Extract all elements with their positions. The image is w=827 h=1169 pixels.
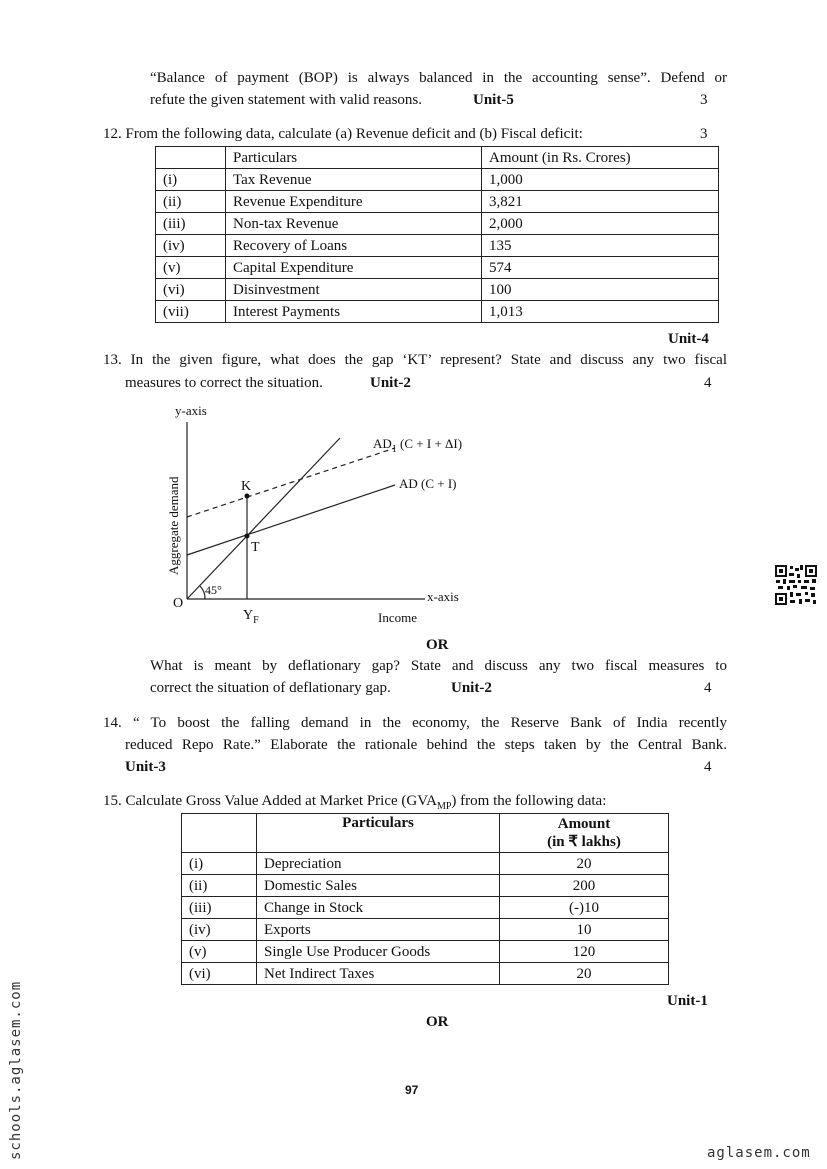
table-row bbox=[156, 169, 719, 191]
table-cell: 2,000 bbox=[482, 213, 719, 235]
q12-unit: Unit-4 bbox=[668, 331, 709, 347]
q11-line-1: “Balance of payment (BOP) is always balanced in the accounting sense”. Defend or bbox=[150, 70, 727, 86]
table-cell: Single Use Producer Goods bbox=[257, 941, 500, 963]
table-header-cell: Amount (in Rs. Crores) bbox=[482, 147, 719, 169]
point-t-label: T bbox=[251, 540, 260, 555]
table-cell: (iv) bbox=[182, 919, 257, 941]
table-header-cell: Particulars bbox=[257, 814, 500, 853]
table-cell: Depreciation bbox=[257, 853, 500, 875]
table-row bbox=[182, 963, 669, 985]
table-cell: 120 bbox=[500, 941, 669, 963]
table-cell: Exports bbox=[257, 919, 500, 941]
q11-line-2: refute the given statement with valid reasons. bbox=[150, 92, 422, 108]
ad1-label: $AD_1$ (C + I + ΔI) bbox=[373, 436, 463, 455]
table-cell: Revenue Expenditure bbox=[226, 191, 482, 213]
table-cell: (ii) bbox=[156, 191, 226, 213]
table-cell: Interest Payments bbox=[226, 301, 482, 323]
page-number: 97 bbox=[405, 1083, 419, 1097]
table-header-row bbox=[156, 147, 719, 169]
table-row bbox=[156, 235, 719, 257]
table-cell: Domestic Sales bbox=[257, 875, 500, 897]
table-header-cell bbox=[156, 147, 226, 169]
table-cell: Recovery of Loans bbox=[226, 235, 482, 257]
table-cell: (vii) bbox=[156, 301, 226, 323]
table-row bbox=[182, 941, 669, 963]
yf-label: $Y_F$ bbox=[243, 608, 259, 626]
q11-unit: Unit-5 bbox=[473, 92, 514, 108]
q15-or-label: OR bbox=[426, 1014, 449, 1030]
q15-table bbox=[181, 813, 669, 985]
table-row bbox=[156, 279, 719, 301]
table-cell: 1,000 bbox=[482, 169, 719, 191]
table-cell: (i) bbox=[156, 169, 226, 191]
side-watermark: schools.aglasem.com bbox=[8, 980, 24, 1160]
q13-alt-marks: 4 bbox=[704, 680, 712, 696]
ad-line bbox=[187, 485, 395, 555]
point-k-dot bbox=[245, 494, 250, 499]
q14-line-1: 14. “ To boost the falling demand in the economy, the Reserve Bank of India recently bbox=[103, 715, 727, 731]
table-cell: 135 bbox=[482, 235, 719, 257]
table-header-cell: Particulars bbox=[226, 147, 482, 169]
x-axis-label: x-axis bbox=[427, 589, 459, 604]
table-row bbox=[156, 257, 719, 279]
table-cell: Net Indirect Taxes bbox=[257, 963, 500, 985]
table-cell: Change in Stock bbox=[257, 897, 500, 919]
table-header-row bbox=[182, 814, 669, 853]
table-row bbox=[182, 853, 669, 875]
table-cell: 20 bbox=[500, 963, 669, 985]
q12-table bbox=[155, 146, 719, 323]
q13-alt-line-1: What is meant by deflationary gap? State and discuss any two fiscal measures to bbox=[150, 658, 727, 674]
table-cell: (iii) bbox=[182, 897, 257, 919]
q14-unit: Unit-3 bbox=[125, 759, 166, 775]
table-row bbox=[156, 213, 719, 235]
table-cell: (iv) bbox=[156, 235, 226, 257]
point-k-label: K bbox=[241, 479, 252, 494]
q13-alt-line-2: correct the situation of deflationary gap. bbox=[150, 680, 391, 696]
table-cell: 10 bbox=[500, 919, 669, 941]
angle-label: 45° bbox=[205, 583, 222, 597]
table-cell: (iii) bbox=[156, 213, 226, 235]
table-row bbox=[156, 301, 719, 323]
ad1-dashed-line bbox=[187, 448, 395, 517]
q13-line-2: measures to correct the situation. bbox=[125, 375, 323, 391]
q14-marks: 4 bbox=[704, 759, 712, 775]
or-label: OR bbox=[426, 637, 449, 653]
q13-marks: 4 bbox=[704, 375, 712, 391]
point-t-dot bbox=[245, 534, 250, 539]
table-row bbox=[182, 919, 669, 941]
table-cell: (-)10 bbox=[500, 897, 669, 919]
table-row bbox=[182, 897, 669, 919]
aggregate-demand-figure bbox=[150, 400, 530, 630]
table-cell: (i) bbox=[182, 853, 257, 875]
table-cell: Tax Revenue bbox=[226, 169, 482, 191]
q15-question: 15. Calculate Gross Value Added at Market Price $(GVA_{MP})$ from the following data: bbox=[103, 793, 607, 812]
table-cell: 574 bbox=[482, 257, 719, 279]
table-cell: Capital Expenditure bbox=[226, 257, 482, 279]
q12-question: 12. From the following data, calculate (a) Revenue deficit and (b) Fiscal deficit: bbox=[103, 126, 583, 142]
aggregate-demand-label: Aggregate demand bbox=[166, 476, 181, 575]
table-cell: 20 bbox=[500, 853, 669, 875]
table-cell: (v) bbox=[182, 941, 257, 963]
table-cell: 200 bbox=[500, 875, 669, 897]
table-cell: 100 bbox=[482, 279, 719, 301]
q13-unit: Unit-2 bbox=[370, 375, 411, 391]
table-cell: (v) bbox=[156, 257, 226, 279]
table-header-cell bbox=[182, 814, 257, 853]
bottom-watermark: aglasem.com bbox=[707, 1145, 811, 1161]
table-cell: (ii) bbox=[182, 875, 257, 897]
origin-label: O bbox=[173, 596, 184, 611]
q11-marks: 3 bbox=[700, 92, 708, 108]
table-cell: 3,821 bbox=[482, 191, 719, 213]
table-row bbox=[182, 875, 669, 897]
table-row bbox=[156, 191, 719, 213]
q15-unit: Unit-1 bbox=[667, 993, 708, 1009]
table-cell: (vi) bbox=[156, 279, 226, 301]
45-degree-line bbox=[187, 438, 340, 599]
q12-marks: 3 bbox=[700, 126, 708, 142]
q13-alt-unit: Unit-2 bbox=[451, 680, 492, 696]
table-cell: Disinvestment bbox=[226, 279, 482, 301]
table-cell: 1,013 bbox=[482, 301, 719, 323]
table-header-cell: Amount (in ₹ lakhs) bbox=[500, 814, 669, 853]
table-cell: (vi) bbox=[182, 963, 257, 985]
y-axis-label: y-axis bbox=[175, 403, 207, 418]
q13-line-1: 13. In the given figure, what does the gap ‘KT’ represent? State and discuss any two fiscal bbox=[103, 352, 727, 368]
q14-line-2: reduced Repo Rate.” Elaborate the rationale behind the steps taken by the Central Bank. bbox=[125, 737, 727, 753]
table-cell: Non-tax Revenue bbox=[226, 213, 482, 235]
qr-code-icon bbox=[775, 565, 817, 605]
ad-label: AD (C + I) bbox=[399, 476, 457, 491]
income-label: Income bbox=[378, 610, 417, 625]
